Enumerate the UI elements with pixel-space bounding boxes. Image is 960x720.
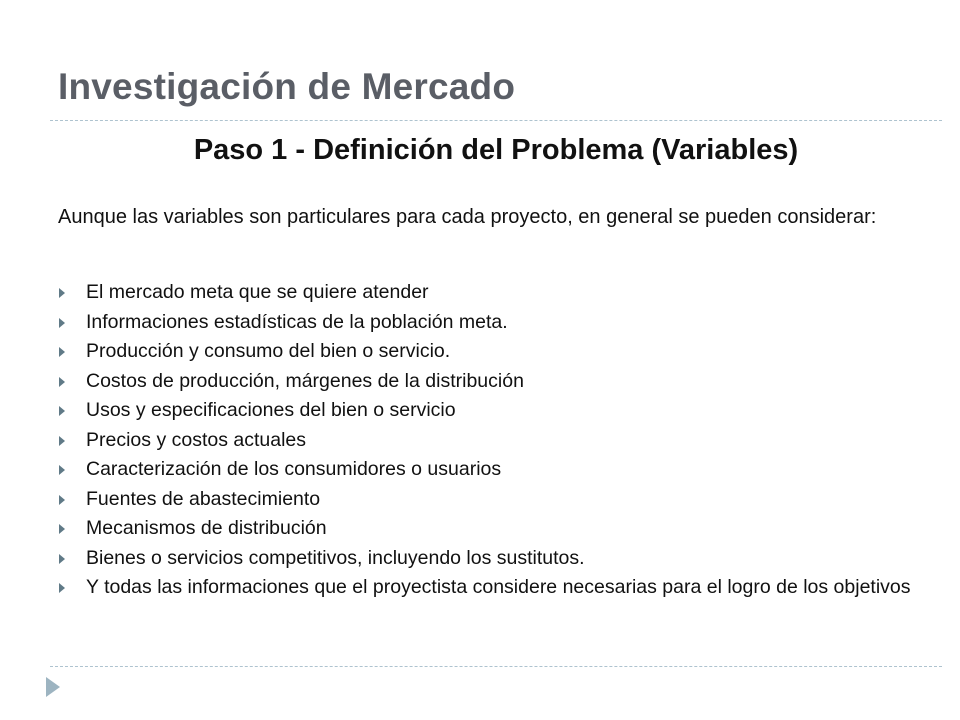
bullet-item xyxy=(58,278,918,308)
bullet-text: Bienes o servicios competitivos, incluyendo los sustitutos. xyxy=(86,546,585,569)
bullet-arrow-icon xyxy=(59,583,65,593)
bullet-text: Caracterización de los consumidores o usuarios xyxy=(86,458,502,480)
bullet-item xyxy=(58,426,918,456)
bullet-text: Usos y especificaciones del bien o servicio xyxy=(86,399,456,421)
bullet-text: Mecanismos de distribución xyxy=(86,517,327,539)
bullet-arrow-icon xyxy=(59,288,65,298)
bullet-arrow-icon xyxy=(59,406,65,416)
bullet-text: El mercado meta que se quiere atender xyxy=(86,281,429,303)
bullet-text: Y todas las informaciones que el proyectista considere necesarias para el logro de los objetivos xyxy=(86,576,911,598)
bullet-arrow-icon xyxy=(59,495,65,505)
bullet-item xyxy=(58,485,918,515)
title-divider xyxy=(50,120,942,121)
bullet-text: Informaciones estadísticas de la población meta. xyxy=(86,310,508,333)
slide-subtitle: Paso 1 - Definición del Problema (Variables) xyxy=(193,134,799,166)
bullet-item xyxy=(58,544,918,574)
bullet-arrow-icon xyxy=(59,465,65,475)
bullet-arrow-icon xyxy=(59,436,65,446)
bullet-item xyxy=(58,455,918,485)
bullet-arrow-icon xyxy=(59,554,65,564)
bullet-text: Costos de producción, márgenes de la distribución xyxy=(86,369,524,392)
bullet-text: Precios y costos actuales xyxy=(86,428,307,451)
footer-divider xyxy=(50,666,942,667)
slide-title: Investigación de Mercado xyxy=(58,66,516,107)
intro-paragraph: Aunque las variables son particulares para cada proyecto, en general se pueden considerar: xyxy=(58,206,877,228)
bullet-item xyxy=(58,337,918,367)
bullet-text: Producción y consumo del bien o servicio. xyxy=(86,340,451,362)
bullet-arrow-icon xyxy=(59,377,65,387)
bullet-item xyxy=(58,514,918,544)
bullet-item xyxy=(58,308,918,338)
corner-triangle-icon xyxy=(46,677,60,697)
bullet-item xyxy=(58,367,918,397)
bullet-item xyxy=(58,573,918,603)
bullet-text: Fuentes de abastecimiento xyxy=(86,487,321,510)
bullet-arrow-icon xyxy=(59,524,65,534)
bullet-item xyxy=(58,396,918,426)
bullet-arrow-icon xyxy=(59,318,65,328)
bullet-list xyxy=(58,278,918,603)
bullet-arrow-icon xyxy=(59,347,65,357)
